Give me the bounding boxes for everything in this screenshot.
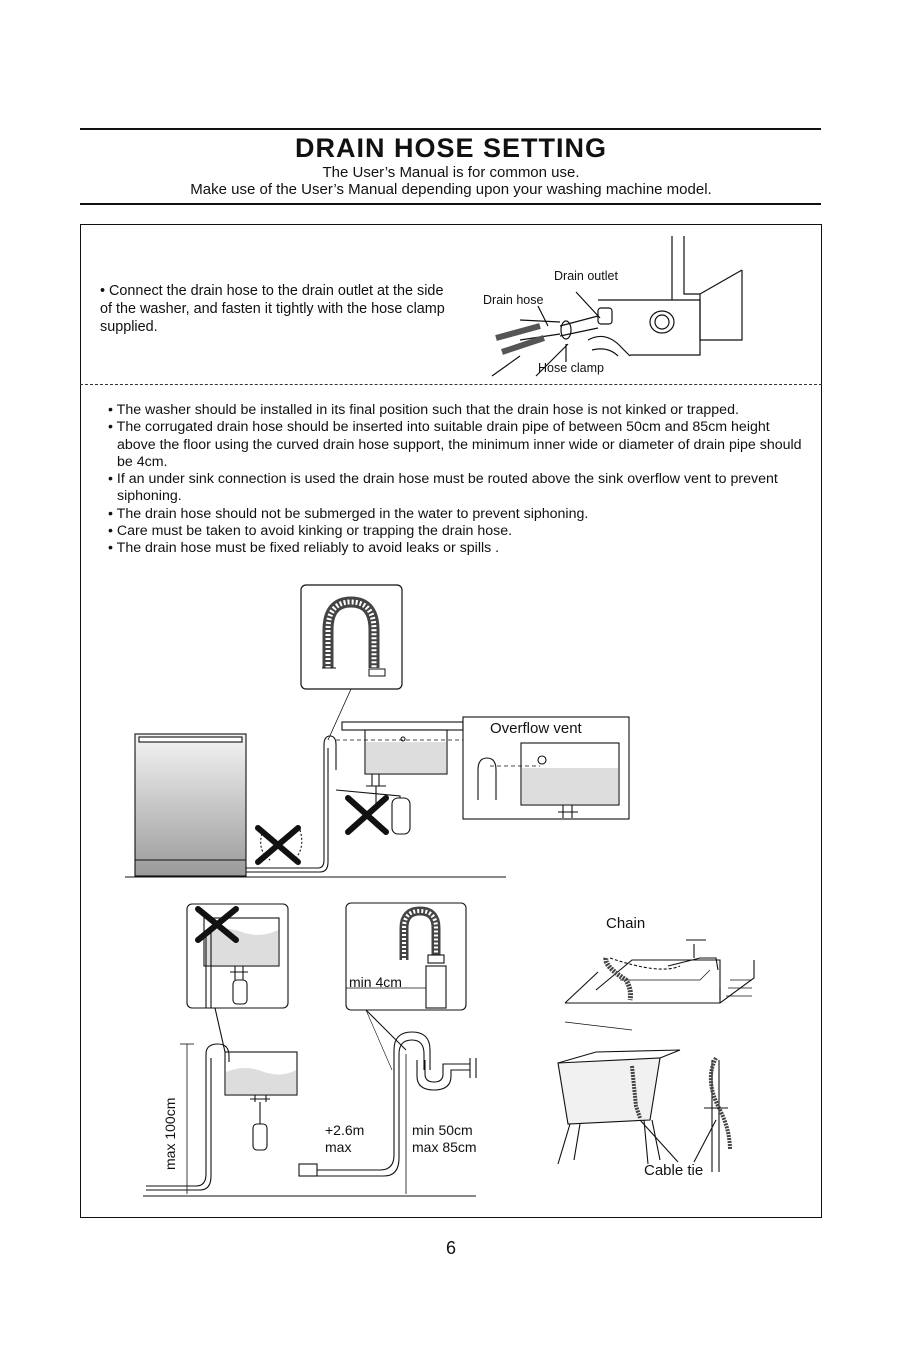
standpipe-illustration: [299, 1032, 476, 1194]
cross-mark-2: [258, 828, 298, 862]
min-4cm-label: min 4cm: [349, 974, 402, 990]
bullet-item: • The corrugated drain hose should be inserted into suitable drain pipe of between 50cm and 85cm height above the floor using the curved drain hose support, the minimum inner wide or diameter of drain pipe should be 4cm.: [108, 419, 802, 470]
plus-2-6m-label: +2.6m: [325, 1122, 365, 1138]
bullet-item: • If an under sink connection is used the drain hose must be routed above the sink overflow vent to prevent siphoning.: [108, 471, 778, 505]
cable-tie-tub-illustration: [558, 1050, 730, 1172]
subtitle-line-2: Make use of the User’s Manual depending upon your washing machine model.: [190, 181, 712, 198]
page-number: 6: [445, 1238, 456, 1258]
bullet-item: • Care must be taken to avoid kinking or trapping the drain hose.: [108, 523, 513, 540]
drain-hose-label: Drain hose: [483, 293, 544, 307]
cross-mark-1: [348, 798, 386, 832]
bullet-item: • The drain hose should not be submerged in the water to prevent siphoning.: [108, 505, 589, 522]
drain-outlet-label: Drain outlet: [554, 269, 618, 283]
max-length-label: max: [325, 1139, 352, 1155]
cable-tie-label: Cable tie: [644, 1162, 704, 1179]
bullet-item: • The washer should be installed in its final position such that the drain hose is not kinked or trapped.: [108, 402, 739, 418]
installation-bullets: [100, 402, 805, 558]
subtitle-line-1: The User’s Manual is for common use.: [322, 164, 580, 181]
hose-clamp-label: Hose clamp: [538, 361, 604, 375]
hose-support-illustration: [301, 585, 402, 740]
chain-label: Chain: [606, 915, 646, 932]
section-divider: [80, 384, 822, 385]
overflow-vent-label: Overflow vent: [490, 720, 582, 737]
intro-instruction: • Connect the drain hose to the drain outlet at the side of the washer, and fasten it tightly with the hose clamp supplied.: [100, 283, 445, 335]
page-title: DRAIN HOSE SETTING: [294, 133, 608, 163]
max-100cm-label: max 100cm: [162, 1097, 178, 1170]
bullet-item: • The drain hose must be fixed reliably to avoid leaks or spills .: [108, 540, 500, 557]
submerged-hose-illustration: [187, 904, 288, 1052]
max-85cm-label: max 85cm: [412, 1139, 477, 1155]
min-50cm-label: min 50cm: [412, 1122, 473, 1138]
chain-sink-illustration: [565, 940, 754, 1030]
washer-sink-illustration: [125, 717, 629, 877]
